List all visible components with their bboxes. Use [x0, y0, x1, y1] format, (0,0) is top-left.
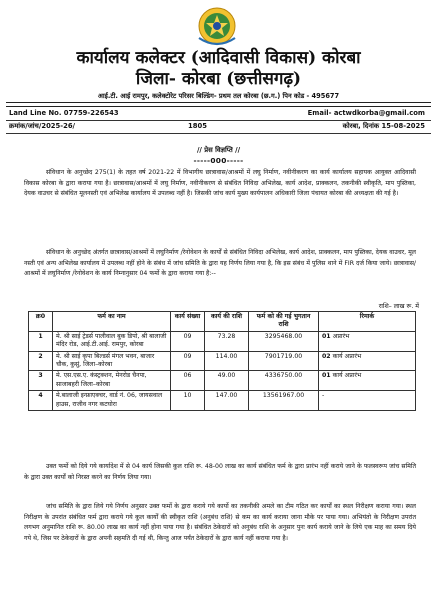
table-row [29, 351, 416, 371]
table-row [29, 331, 416, 351]
cell-work-amount: 114.00 [205, 351, 249, 371]
table-row [29, 391, 416, 411]
cell-work-count: 09 [171, 351, 205, 371]
cell-work-count: 10 [171, 391, 205, 411]
remark-count: 01 [322, 332, 331, 340]
cell-serial: 1 [29, 331, 53, 351]
letter-date: कोरबा, दिनांक 15-08-2025 [342, 122, 425, 130]
cell-work-count: 09 [171, 331, 205, 351]
cell-work-amount: 147.00 [205, 391, 249, 411]
cell-firm-name: मे. एस.एस.ए. कंस्ट्रक्शन, मेनरोड चैनपा, साजाबहरी जिला–कोरबा [53, 371, 171, 391]
firms-table [28, 311, 416, 411]
reference-divider [6, 133, 431, 134]
cell-paid-amount: 4336750.00 [249, 371, 319, 391]
cell-firm-name: मे. श्री साई ट्रेडर्स पालीवाल बुक डिपो, श्री बालाजी मंदिर रोड, आई.टी.आई. रामपुर, कोरबा [53, 331, 171, 351]
remark-count: 02 [322, 352, 331, 360]
paragraph-3: उक्त फर्मो को दिये गये कार्यादेश में से 04 कार्य जिसकी कुल राशि रू. 48-00 लाख का कार्य संबंधित फर्म के द्वारा प्रारंभ नहीं कराये जाने के फलस्वरूप जांच समिति के द्वारा उक्त कार्यों को निरस्त करने का निर्णय लिया गया। [24, 463, 416, 481]
header-work-amount: कार्य की राशि [205, 312, 249, 332]
reference-number: 1805 [188, 122, 207, 130]
header-paid-amount: फर्म को की गई भुगतान राशि [249, 312, 319, 332]
cell-remark [319, 351, 416, 371]
remark-text: कार्य अप्रारंभ [332, 372, 362, 380]
cell-work-count: 06 [171, 371, 205, 391]
reference-number-label: क्रमांक/जांच/2025-26/ [9, 122, 76, 130]
header-rule-thick [6, 102, 431, 103]
heading-separator: -----000----- [193, 156, 244, 165]
cell-remark [319, 331, 416, 351]
chhattisgarh-emblem-icon [193, 6, 241, 48]
remark-text: अप्रारंभ [332, 332, 350, 340]
cell-serial: 2 [29, 351, 53, 371]
paragraph-2: संविधान के अनुच्छेद अंतर्गत छात्रावास/आश्रमों में लघुनिर्माण /रेनोवेशन के कार्यों से संबंधित निविदा अभिलेख, कार्य आदेश, प्राक्कलन, माप पुस्तिका, देयक वाउचर, मूल नस्ती एवं अन्य अभिलेख कार्यालय में उपलब्ध नहीं होने के संबंध में जांच समिति के द्वारा यह निर्णय लिया गया है, कि इस संबंध में पुलिस थाने में FIR दर्ज किया जाये। छात्रावास/आश्रमों में लघुनिर्माण /रेनोवेशन के कार्य निम्नानुसार 04 फर्मो के द्वारा कराया गया है:-- [24, 249, 416, 278]
remark-text: - [322, 392, 325, 400]
table-row [29, 371, 416, 391]
cell-paid-amount: 7901719.00 [249, 351, 319, 371]
table-header-row [29, 312, 416, 332]
header-serial: क्र0 [29, 312, 53, 332]
office-address: आई.टी. आई रामपुर, कलेक्टोरेट परिसर बिल्डिंग- प्रथम तल कोरबा (छ.ग.) पिन कोड - 495677 [97, 92, 340, 100]
paragraph-1: संविधान के अनुच्छेद 275(1) के तहत वर्ष 2021-22 में विभागीय छात्रावास/आश्रमों में लघु निर्माण, नवीनीकरण का कार्य कार्यालय सहायक आयुक्त आदिवासी विकास कोरबा के द्वारा कराया गया है। छात्रावास/आश्रमों में लघु निर्माण, नवीनीकरण से संबंधित निविदा अभिलेख, कार्य आदेश, प्राक्कलन, तकनीकी स्वीकृति, माप पुस्तिका, देयक वाउचर से संबंधित मूलनस्ती एवं अभिलेख कार्यालय में उपलब्ध नहीं है। जिसकी जांच कार्य मुख्य कार्यपालन अधिकारी जिला पंचायत कोरबा की अध्यक्षता की गई है। [24, 169, 416, 198]
cell-serial: 4 [29, 391, 53, 411]
office-title: कार्यालय कलेक्टर (आदिवासी विकास) कोरबा [76, 48, 361, 68]
cell-remark [319, 391, 416, 411]
remark-text: कार्य अप्रारंभ [332, 352, 362, 360]
contact-divider [6, 120, 431, 121]
cell-remark [319, 371, 416, 391]
press-release-heading: // प्रेस विज्ञप्ति // [196, 146, 241, 154]
cell-serial: 3 [29, 371, 53, 391]
cell-firm-name: मे. श्री साई कृपा बिल्डर्स मंगल भवन, बाजार चौक, कुसुं, जिला–कोरबा [53, 351, 171, 371]
cell-work-amount: 73.28 [205, 331, 249, 351]
amount-unit-note: राशि– लाख रू. में [378, 303, 419, 310]
header-work-count: कार्य संख्या [171, 312, 205, 332]
header-remark: रिमार्क [319, 312, 416, 332]
header-firm-name: फर्म का नाम [53, 312, 171, 332]
landline-number: Land Line No. 07759-226543 [9, 109, 119, 117]
header-rule-thin [6, 106, 431, 107]
email-address: Email- actwdkorba@gmail.com [307, 109, 425, 117]
cell-paid-amount: 3295468.00 [249, 331, 319, 351]
district-title: जिला- कोरबा (छत्तीसगढ़) [135, 69, 302, 89]
cell-paid-amount: 13561967.00 [249, 391, 319, 411]
remark-count: 01 [322, 372, 331, 380]
paragraph-4: जांच समिति के द्वारा लिये गये निर्णय अनुसार उक्त फर्मो के द्वारा कराये गये कार्यो का तकनीकी अमले का टीम गठित कर कार्यों का स्थल निरीक्षण कराया गया। स्थल निरीक्षण के उपरांत संबंधित फर्म द्वारा कराये गये कुल कार्यों की स्वीकृत राशि (अनुबंध राशि) से कम का कार्य कराया जाना मौके पर पाया गया। अभियंतो के निरीक्षण उपरांत लगभग अनुमानित राशि रू. 80.00 लाख का कार्य नहीं होना पाया गया है। संबंधित ठेकेदारों को अनुबंध राशि के अनुसार पुनः कार्य कराये जाने के लिये एक माह का समय दिये गये थे, जिस पर ठेकेदारों के द्वारा अपनी सहमति दी गई थी, किन्तु आज पर्यंत ठेकेदारों के द्वारा कार्य नहीं कराया गया है। [24, 503, 416, 542]
cell-firm-name: मे.बालाजी इन्फ्राएक्चर, वार्ड नं. 06, जायसवाल हाउस, राजीव नगर कटघोरा [53, 391, 171, 411]
cell-work-amount: 49.00 [205, 371, 249, 391]
